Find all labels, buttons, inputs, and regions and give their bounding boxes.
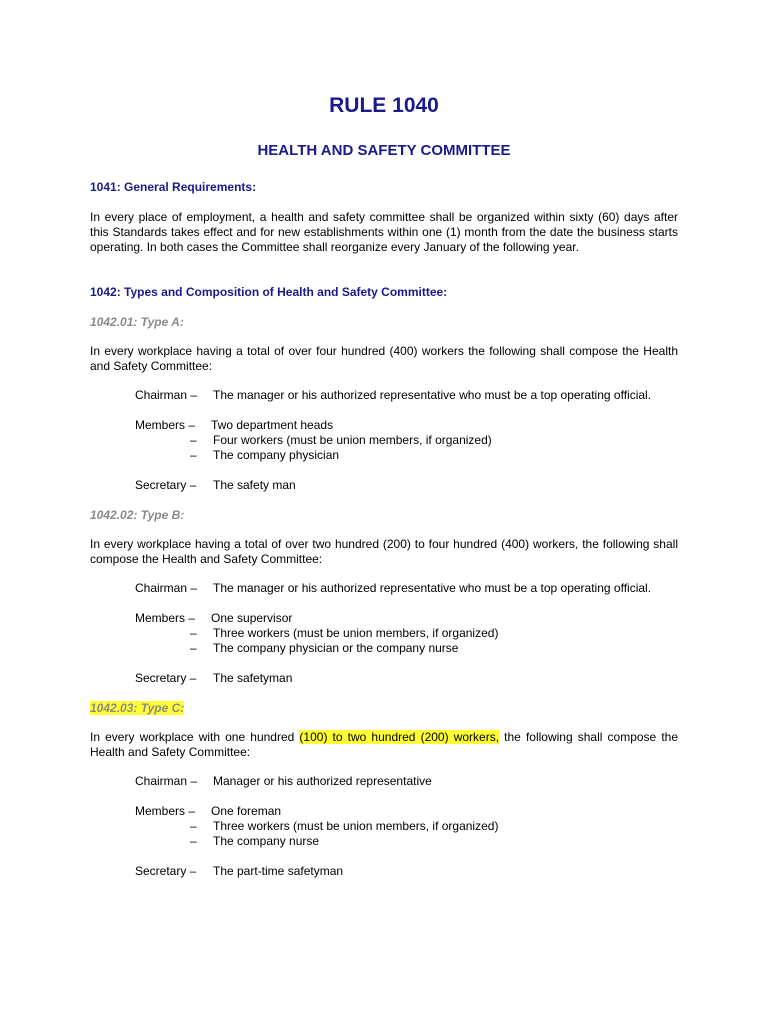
member-item: Two department heads [211, 418, 334, 432]
chairman-label: Chairman – [135, 388, 198, 402]
member-item: Three workers (must be union members, if organized) [213, 819, 499, 833]
heading-type-b: 1042.02: Type B: [90, 508, 185, 522]
type-a-chairman-row [135, 388, 678, 403]
member-item: One foreman [211, 804, 282, 818]
heading-type-a: 1042.01: Type A: [90, 315, 184, 329]
secretary-value: The part-time safetyman [213, 864, 344, 878]
chairman-value: Manager or his authorized representative [213, 774, 432, 788]
member-item: The company physician or the company nurse [213, 641, 459, 655]
dash: – [190, 641, 197, 655]
section-title: HEALTH AND SAFETY COMMITTEE [257, 142, 511, 159]
chairman-label: Chairman – [135, 581, 198, 595]
dash: – [190, 433, 197, 447]
heading-1041: 1041: General Requirements: [90, 180, 257, 194]
text-run: In every workplace with one hundred [90, 730, 300, 744]
dash: – [190, 819, 197, 833]
type-c-chairman-row [135, 774, 678, 789]
member-item: One supervisor [211, 611, 293, 625]
heading-type-c-wrap [90, 701, 678, 716]
secretary-label: Secretary – [135, 864, 197, 878]
type-b-chairman-row [135, 581, 678, 596]
paragraph-type-b: In every workplace having a total of over two hundred (200) to four hundred (400) workers, the following shall compose the Health and Safety Committee: [90, 537, 678, 566]
type-b-secretary-row [135, 671, 678, 686]
members-label: Members – [135, 611, 196, 625]
dash: – [190, 834, 197, 848]
paragraph-type-c [90, 730, 678, 760]
secretary-label: Secretary – [135, 671, 197, 685]
chairman-value: The manager or his authorized representative who must be a top operating official. [213, 388, 652, 402]
heading-type-c: 1042.03: Type C: [90, 701, 185, 715]
secretary-value: The safety man [213, 478, 296, 492]
type-b-members-row [135, 611, 678, 626]
secretary-value: The safetyman [213, 671, 293, 685]
type-c-members-row [135, 804, 678, 819]
type-a-secretary-row [135, 478, 678, 493]
chairman-value: The manager or his authorized representative who must be a top operating official. [213, 581, 652, 595]
secretary-label: Secretary – [135, 478, 197, 492]
dash: – [190, 448, 197, 462]
paragraph-type-a: In every workplace having a total of over four hundred (400) workers the following shall compose the Health and Safety Committee: [90, 344, 678, 373]
type-a-members-row [135, 418, 678, 433]
dash: – [190, 626, 197, 640]
heading-1042: 1042: Types and Composition of Health and Safety Committee: [90, 285, 448, 299]
members-label: Members – [135, 804, 196, 818]
member-item: Three workers (must be union members, if organized) [213, 626, 499, 640]
rule-title: RULE 1040 [329, 94, 439, 117]
member-item: Four workers (must be union members, if organized) [213, 433, 492, 447]
members-label: Members – [135, 418, 196, 432]
highlighted-text: (100) to two hundred (200) workers, [299, 730, 500, 744]
text-run: the following shall compose the Health and Safety Committee: [90, 730, 679, 759]
type-c-secretary-row [135, 864, 678, 879]
member-item: The company physician [213, 448, 340, 462]
member-item: The company nurse [213, 834, 320, 848]
chairman-label: Chairman – [135, 774, 198, 788]
paragraph-1041: In every place of employment, a health and safety committee shall be organized within sixty (60) days after this Standards takes effect and for new establishments within one (1) month from the date the business starts operating. In both cases the Committee shall reorganize every January of the following year. [90, 210, 678, 254]
